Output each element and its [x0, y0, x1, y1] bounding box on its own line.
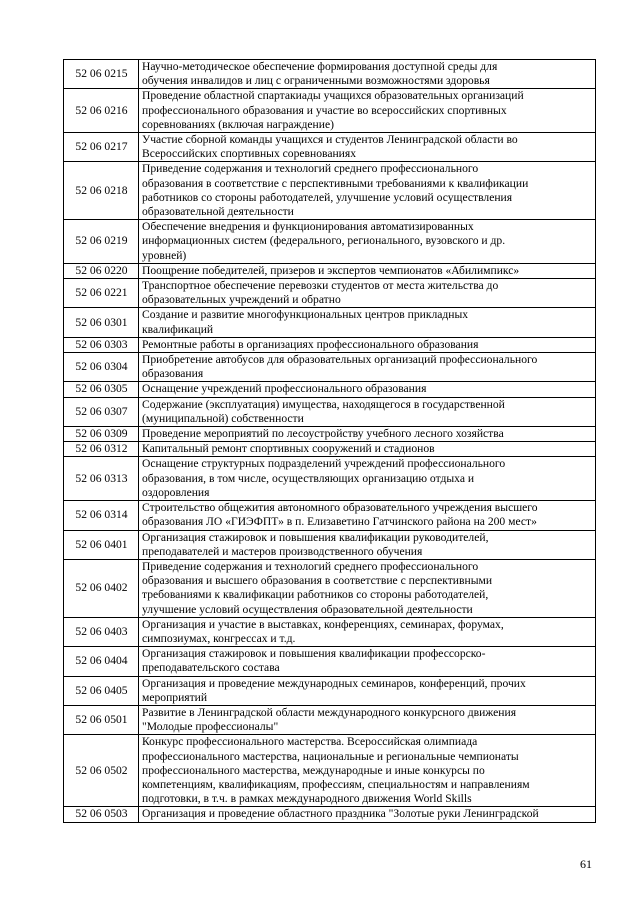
description-line: информационных систем (федерального, регионального, вузовского и др.	[142, 234, 506, 248]
row-description	[139, 457, 596, 501]
description-line: Поощрение победителей, призеров и экспертов чемпионатов «Абилимпикс»	[142, 263, 520, 277]
description-line: работников со стороны работодателей, улучшение условий осуществления	[142, 190, 513, 204]
description-line: Содержание (эксплуатация) имущества, находящегося в государственной	[142, 397, 505, 411]
row-code: 52 06 0304	[64, 353, 139, 382]
table-row	[64, 89, 596, 133]
description-line: образовательных учреждений и обратно	[142, 293, 341, 307]
description-line: Приобретение автобусов для образовательных организаций профессионального	[142, 353, 538, 367]
description-line: Приведение содержания и технологий среднего профессионального	[142, 162, 479, 176]
description-line: Проведение мероприятий по лесоустройству учебного лесного хозяйства	[142, 427, 504, 441]
description-line: Создание и развитие многофункциональных центров прикладных	[142, 308, 469, 322]
table-row	[64, 162, 596, 220]
row-description	[139, 501, 596, 530]
row-code: 52 06 0215	[64, 60, 139, 89]
row-description	[139, 308, 596, 337]
description-line: компетенциям, квалификациям, профессиям, специальностям и направлениям	[142, 777, 530, 791]
table-row	[64, 617, 596, 646]
description-line: образования в соответствие с перспективными требованиями к квалификации	[142, 176, 529, 190]
row-description	[139, 676, 596, 705]
row-code: 52 06 0405	[64, 676, 139, 705]
row-code: 52 06 0307	[64, 397, 139, 426]
row-description	[139, 133, 596, 162]
row-code: 52 06 0216	[64, 89, 139, 133]
row-description	[139, 382, 596, 397]
table-row	[64, 705, 596, 734]
description-line: Оснащение структурных подразделений учреждений профессионального	[142, 457, 506, 471]
row-description	[139, 220, 596, 264]
description-line: образования	[142, 367, 204, 381]
row-description	[139, 735, 596, 807]
row-description	[139, 442, 596, 457]
description-line: подготовки, в т.ч. в рамках международного движения World Skills	[142, 792, 472, 806]
description-line: профессионального образования и участие во всероссийских спортивных	[142, 103, 507, 117]
description-line: образования и высшего образования в соответствие с перспективными	[142, 574, 493, 588]
description-line: Капитальный ремонт спортивных сооружений и стадионов	[142, 442, 435, 456]
description-line: Научно-методическое обеспечение формирования доступной среды для	[142, 60, 498, 73]
row-code: 52 06 0301	[64, 308, 139, 337]
row-code: 52 06 0217	[64, 133, 139, 162]
budget-codes-table	[63, 59, 596, 823]
row-description	[139, 337, 596, 352]
table-row	[64, 263, 596, 278]
row-code: 52 06 0314	[64, 501, 139, 530]
table-row	[64, 807, 596, 822]
description-line: профессионального мастерства, национальные и региональные чемпионаты	[142, 749, 519, 763]
row-code: 52 06 0220	[64, 263, 139, 278]
row-code: 52 06 0313	[64, 457, 139, 501]
description-line: Оснащение учреждений профессионального образования	[142, 382, 427, 396]
table-row	[64, 279, 596, 308]
table-row	[64, 442, 596, 457]
description-line: Строительство общежития автономного образовательного учреждения высшего	[142, 501, 538, 515]
row-code: 52 06 0401	[64, 530, 139, 559]
description-line: Организация и проведение международных семинаров, конференций, прочих	[142, 676, 526, 690]
row-code: 52 06 0403	[64, 617, 139, 646]
table-row	[64, 647, 596, 676]
description-line: профессионального мастерства, международные и иные конкурсы по	[142, 763, 485, 777]
table-row	[64, 501, 596, 530]
description-line: уровней)	[142, 248, 187, 262]
table-row	[64, 60, 596, 89]
description-line: Проведение областной спартакиады учащихся образовательных организаций	[142, 89, 524, 103]
row-code: 52 06 0303	[64, 337, 139, 352]
table-row	[64, 676, 596, 705]
row-description	[139, 617, 596, 646]
description-line: Организация стажировок и повышения квалификации профессорско-	[142, 647, 486, 661]
table-row	[64, 382, 596, 397]
row-description	[139, 807, 596, 822]
description-line: Конкурс профессионального мастерства. Всероссийская олимпиада	[142, 735, 478, 749]
row-description	[139, 89, 596, 133]
description-line: преподавательского состава	[142, 661, 280, 675]
row-code: 52 06 0221	[64, 279, 139, 308]
description-line: Ремонтные работы в организациях профессионального образования	[142, 337, 479, 351]
row-code: 52 06 0218	[64, 162, 139, 220]
row-code: 52 06 0309	[64, 427, 139, 442]
description-line: Всероссийских спортивных соревнованиях	[142, 147, 357, 161]
description-line: симпозиумах, конгрессах и т.д.	[142, 631, 296, 645]
description-line: квалификаций	[142, 322, 214, 336]
row-description	[139, 559, 596, 617]
table-row	[64, 457, 596, 501]
table-row	[64, 353, 596, 382]
description-line: образования, в том числе, осуществляющих организацию отдыха и	[142, 471, 475, 485]
row-description	[139, 263, 596, 278]
row-code: 52 06 0501	[64, 705, 139, 734]
description-line: Приведение содержания и технологий среднего профессионального	[142, 559, 479, 573]
description-line: Транспортное обеспечение перевозки студентов от места жительства до	[142, 279, 499, 293]
row-code: 52 06 0404	[64, 647, 139, 676]
table-row	[64, 220, 596, 264]
description-line: Организация и участие в выставках, конференциях, семинарах, форумах,	[142, 617, 504, 631]
row-description	[139, 279, 596, 308]
description-line: преподавателей и мастеров производственного обучения	[142, 544, 423, 558]
description-line: улучшение условий осуществления образовательной деятельности	[142, 602, 473, 616]
description-line: Развитие в Ленинградской области международного конкурсного движения	[142, 705, 517, 719]
row-description	[139, 647, 596, 676]
row-description	[139, 705, 596, 734]
description-line: обучения инвалидов и лиц с ограниченными возможностями здоровья	[142, 74, 490, 88]
table-row	[64, 397, 596, 426]
row-code: 52 06 0402	[64, 559, 139, 617]
row-description	[139, 397, 596, 426]
row-code: 52 06 0503	[64, 807, 139, 822]
description-line: соревнованиях (включая награждение)	[142, 117, 334, 131]
table-row	[64, 427, 596, 442]
row-description	[139, 353, 596, 382]
row-description	[139, 427, 596, 442]
description-line: мероприятий	[142, 690, 208, 704]
table-row	[64, 735, 596, 807]
table-row	[64, 530, 596, 559]
description-line: Участие сборной команды учащихся и студентов Ленинградской области во	[142, 133, 518, 147]
table-row	[64, 559, 596, 617]
row-code: 52 06 0312	[64, 442, 139, 457]
description-line: образовательной деятельности	[142, 205, 294, 219]
page-number: 61	[580, 857, 592, 871]
table-row	[64, 337, 596, 352]
table-body	[64, 60, 596, 823]
table-row	[64, 133, 596, 162]
row-code: 52 06 0305	[64, 382, 139, 397]
description-line: образования ЛО «ГИЭФПТ» в п. Елизаветино Гатчинского района на 200 мест»	[142, 515, 537, 529]
row-code: 52 06 0502	[64, 735, 139, 807]
row-description	[139, 530, 596, 559]
description-line: Обеспечение внедрения и функционирования автоматизированных	[142, 220, 474, 234]
row-description	[139, 162, 596, 220]
description-line: (муниципальной) собственности	[142, 411, 304, 425]
row-code: 52 06 0219	[64, 220, 139, 264]
description-line: требованиями к квалификации работников со стороны работодателей,	[142, 588, 489, 602]
description-line: оздоровления	[142, 485, 210, 499]
description-line: Организация стажировок и повышения квалификации руководителей,	[142, 530, 489, 544]
description-line: "Молодые профессионалы"	[142, 720, 279, 734]
description-line: Организация и проведение областного праздника "Золотые руки Ленинградской	[142, 807, 539, 821]
row-description	[139, 60, 596, 89]
table-row	[64, 308, 596, 337]
